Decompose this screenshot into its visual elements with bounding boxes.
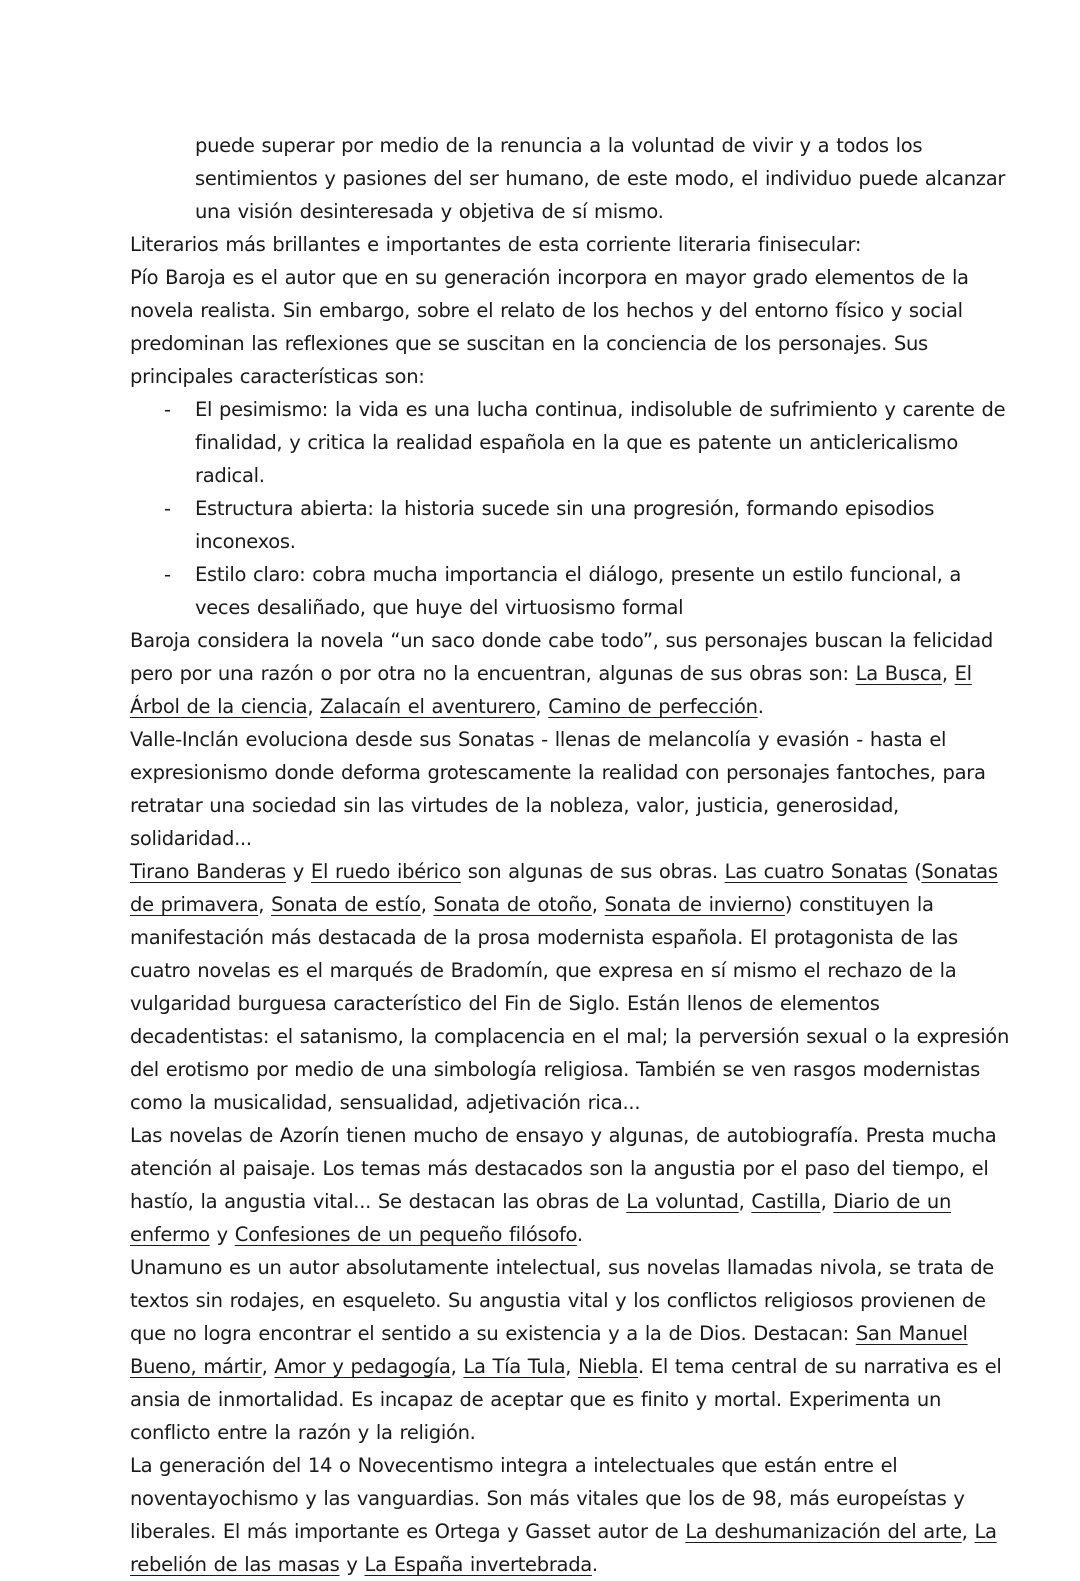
baroja-works-paragraph: Baroja considera la novela “un saco donde cabe todo”, sus personajes buscan la felicidad pero por una razón o por otra no la encuentran, algunas de sus obras son: La Busca, El Árbol de la ciencia, Zalacaín el aventurero, Camino de perfección. [130,629,993,718]
work-title: La Tía Tula [463,1355,566,1378]
dash-icon: - [164,398,171,421]
list-item-text: Estilo claro: cobra mucha importancia el diálogo, presente un estilo funcional, a veces desaliñado, que huye del virtuosismo formal [195,563,962,619]
baroja-characteristics-list [130,393,1010,624]
work-title: La deshumanización del arte [685,1520,962,1543]
work-title: Tirano Banderas [130,860,286,883]
generacion14-intro: La generación del 14 o Novecentismo integra a intelectuales que están entre el noventayochismo y las vanguardias. Son más vitales que los de 98, más europeístas y liberales. El más importante es Ortega y Gasset autor de [130,1454,965,1543]
valle-works-paragraph: Tirano Banderas y El ruedo ibérico son algunas de sus obras. Las cuatro Sonatas (Sonatas de primavera, Sonata de estío, Sonata de otoño, Sonata de invierno) constituyen la manifestación más destacada de la prosa modernista española. El protagonista de las cuatro novelas es el marqués de Bradomín, que expresa en sí mismo el rechazo de la vulgaridad burguesa característico del Fin de Siglo. Están llenos de elementos decadentistas: el satanismo, la complacencia en el mal; la perversión sexual o la expresión del erotismo por medio de una simbología religiosa. También se ven rasgos modernistas como la musicalidad, sensualidad, adjetivación rica... [130,860,1009,1114]
dash-icon: - [164,497,171,520]
work-title: Sonata de invierno [604,893,785,916]
dash-icon: - [164,563,171,586]
work-title: La rebelión de las masas [130,1520,997,1576]
list-item-text: El pesimismo: la vida es una lucha continua, indisoluble de sufrimiento y carente de finalidad, y critica la realidad española en la que es patente un anticlericalismo radical. [195,398,1006,487]
list-item [130,492,1010,558]
azorin-intro: Las novelas de Azorín tienen mucho de ensayo y algunas, de autobiografía. Presta mucha atención al paisaje. Los temas más destacados son la angustia por el paso del tiempo, el hastío, la angustia vital... Se destacan las obras de [130,1124,997,1213]
work-title: Sonata de otoño [433,893,592,916]
work-title: Niebla [578,1355,639,1378]
unamuno-paragraph: Unamuno es un autor absolutamente intelectual, sus novelas llamadas nivola, se trata de textos sin rodajes, en esqueleto. Su angustia vital y los conflictos religiosos provienen de que no logra encontrar el sentido a su existencia y a la de Dios. Destacan: San Manuel Bueno, mártir, Amor y pedagogía, La Tía Tula, Niebla. El tema central de su narrativa es el ansia de inmortalidad. Es incapaz de aceptar que es finito y mortal. Experimenta un conflicto entre la razón y la religión. [130,1256,1002,1444]
sonatas-description: constituyen la manifestación más destacada de la prosa modernista española. El protagonista de las cuatro novelas es el marqués de Bradomín, que expresa en sí mismo el rechazo de la vulgaridad burguesa característico del Fin de Siglo. Están llenos de elementos decadentistas: el satanismo, la complacencia en el mal; la perversión sexual o la expresión del erotismo por medio de una simbología religiosa. También se ven rasgos modernistas como la musicalidad, sensualidad, adjetivación rica... [130,893,1009,1114]
document-page [130,129,1010,1581]
work-title: Amor y pedagogía [274,1355,451,1378]
work-title: Sonatas de primavera [130,860,998,916]
work-title: La España invertebrada [364,1553,592,1576]
baroja-intro: Pío Baroja es el autor que en su generación incorpora en mayor grado elementos de la novela realista. Sin embargo, sobre el relato de los hechos y del entorno físico y social predominan las reflexiones que se suscitan en la conciencia de los personajes. Sus principales características son: [130,266,969,388]
list-item [130,393,1010,492]
generacion14-paragraph: La generación del 14 o Novecentismo integra a intelectuales que están entre el noventayochismo y las vanguardias. Son más vitales que los de 98, más europeístas y liberales. El más importante es Ortega y Gasset autor de La deshumanización del arte, La rebelión de las masas y La España invertebrada. [130,1454,997,1576]
list-item-text: Estructura abierta: la historia sucede sin una progresión, formando episodios inconexos. [195,497,935,553]
work-title: Las cuatro Sonatas [724,860,908,883]
work-title: Sonata de estío [271,893,421,916]
unamuno-outro: . El tema central de su narrativa es el ansia de inmortalidad. Es incapaz de aceptar que es finito y mortal. Experimenta un conflicto entre la razón y la religión. [130,1355,1002,1444]
list-item [130,558,1010,624]
work-title: La voluntad [626,1190,739,1213]
literarios-heading: Literarios más brillantes e importantes de esta corriente literaria finisecular: [130,233,862,256]
work-title: Castilla [751,1190,821,1213]
work-title: Camino de perfección [548,695,758,718]
work-title: Diario de un enfermo [130,1190,952,1246]
work-title: Zalacaín el aventurero [320,695,536,718]
unamuno-intro: Unamuno es un autor absolutamente intelectual, sus novelas llamadas nivola, se trata de textos sin rodajes, en esqueleto. Su angustia vital y los conflictos religiosos provienen de que no logra encontrar el sentido a su existencia y a la de Dios. Destacan: [130,1256,994,1345]
work-title: El ruedo ibérico [310,860,461,883]
valle-intro: Valle-Inclán evoluciona desde sus Sonatas - llenas de melancolía y evasión - hasta el expresionismo donde deforma grotescamente la realidad con personajes fantoches, para retratar una sociedad sin las virtudes de la nobleza, valor, justicia, generosidad, solidaridad... [130,728,986,850]
azorin-paragraph: Las novelas de Azorín tienen mucho de ensayo y algunas, de autobiografía. Presta mucha atención al paisaje. Los temas más destacados son la angustia por el paso del tiempo, el hastío, la angustia vital... Se destacan las obras de La voluntad, Castilla, Diario de un enfermo y Confesiones de un pequeño filósofo. [130,1124,997,1246]
work-title: Confesiones de un pequeño filósofo [234,1223,577,1246]
work-title: San Manuel Bueno, mártir [130,1322,968,1378]
work-title: La Busca [855,662,942,685]
work-title: El Árbol de la ciencia [130,662,972,718]
baroja-works-text: Baroja considera la novela “un saco donde cabe todo”, sus personajes buscan la felicidad pero por una razón o por otra no la encuentran, algunas de sus obras son: [130,629,993,685]
intro-continuation: puede superar por medio de la renuncia a la voluntad de vivir y a todos los sentimientos y pasiones del ser humano, de este modo, el individuo puede alcanzar una visión desinteresada y objetiva de sí mismo. [195,134,1006,223]
